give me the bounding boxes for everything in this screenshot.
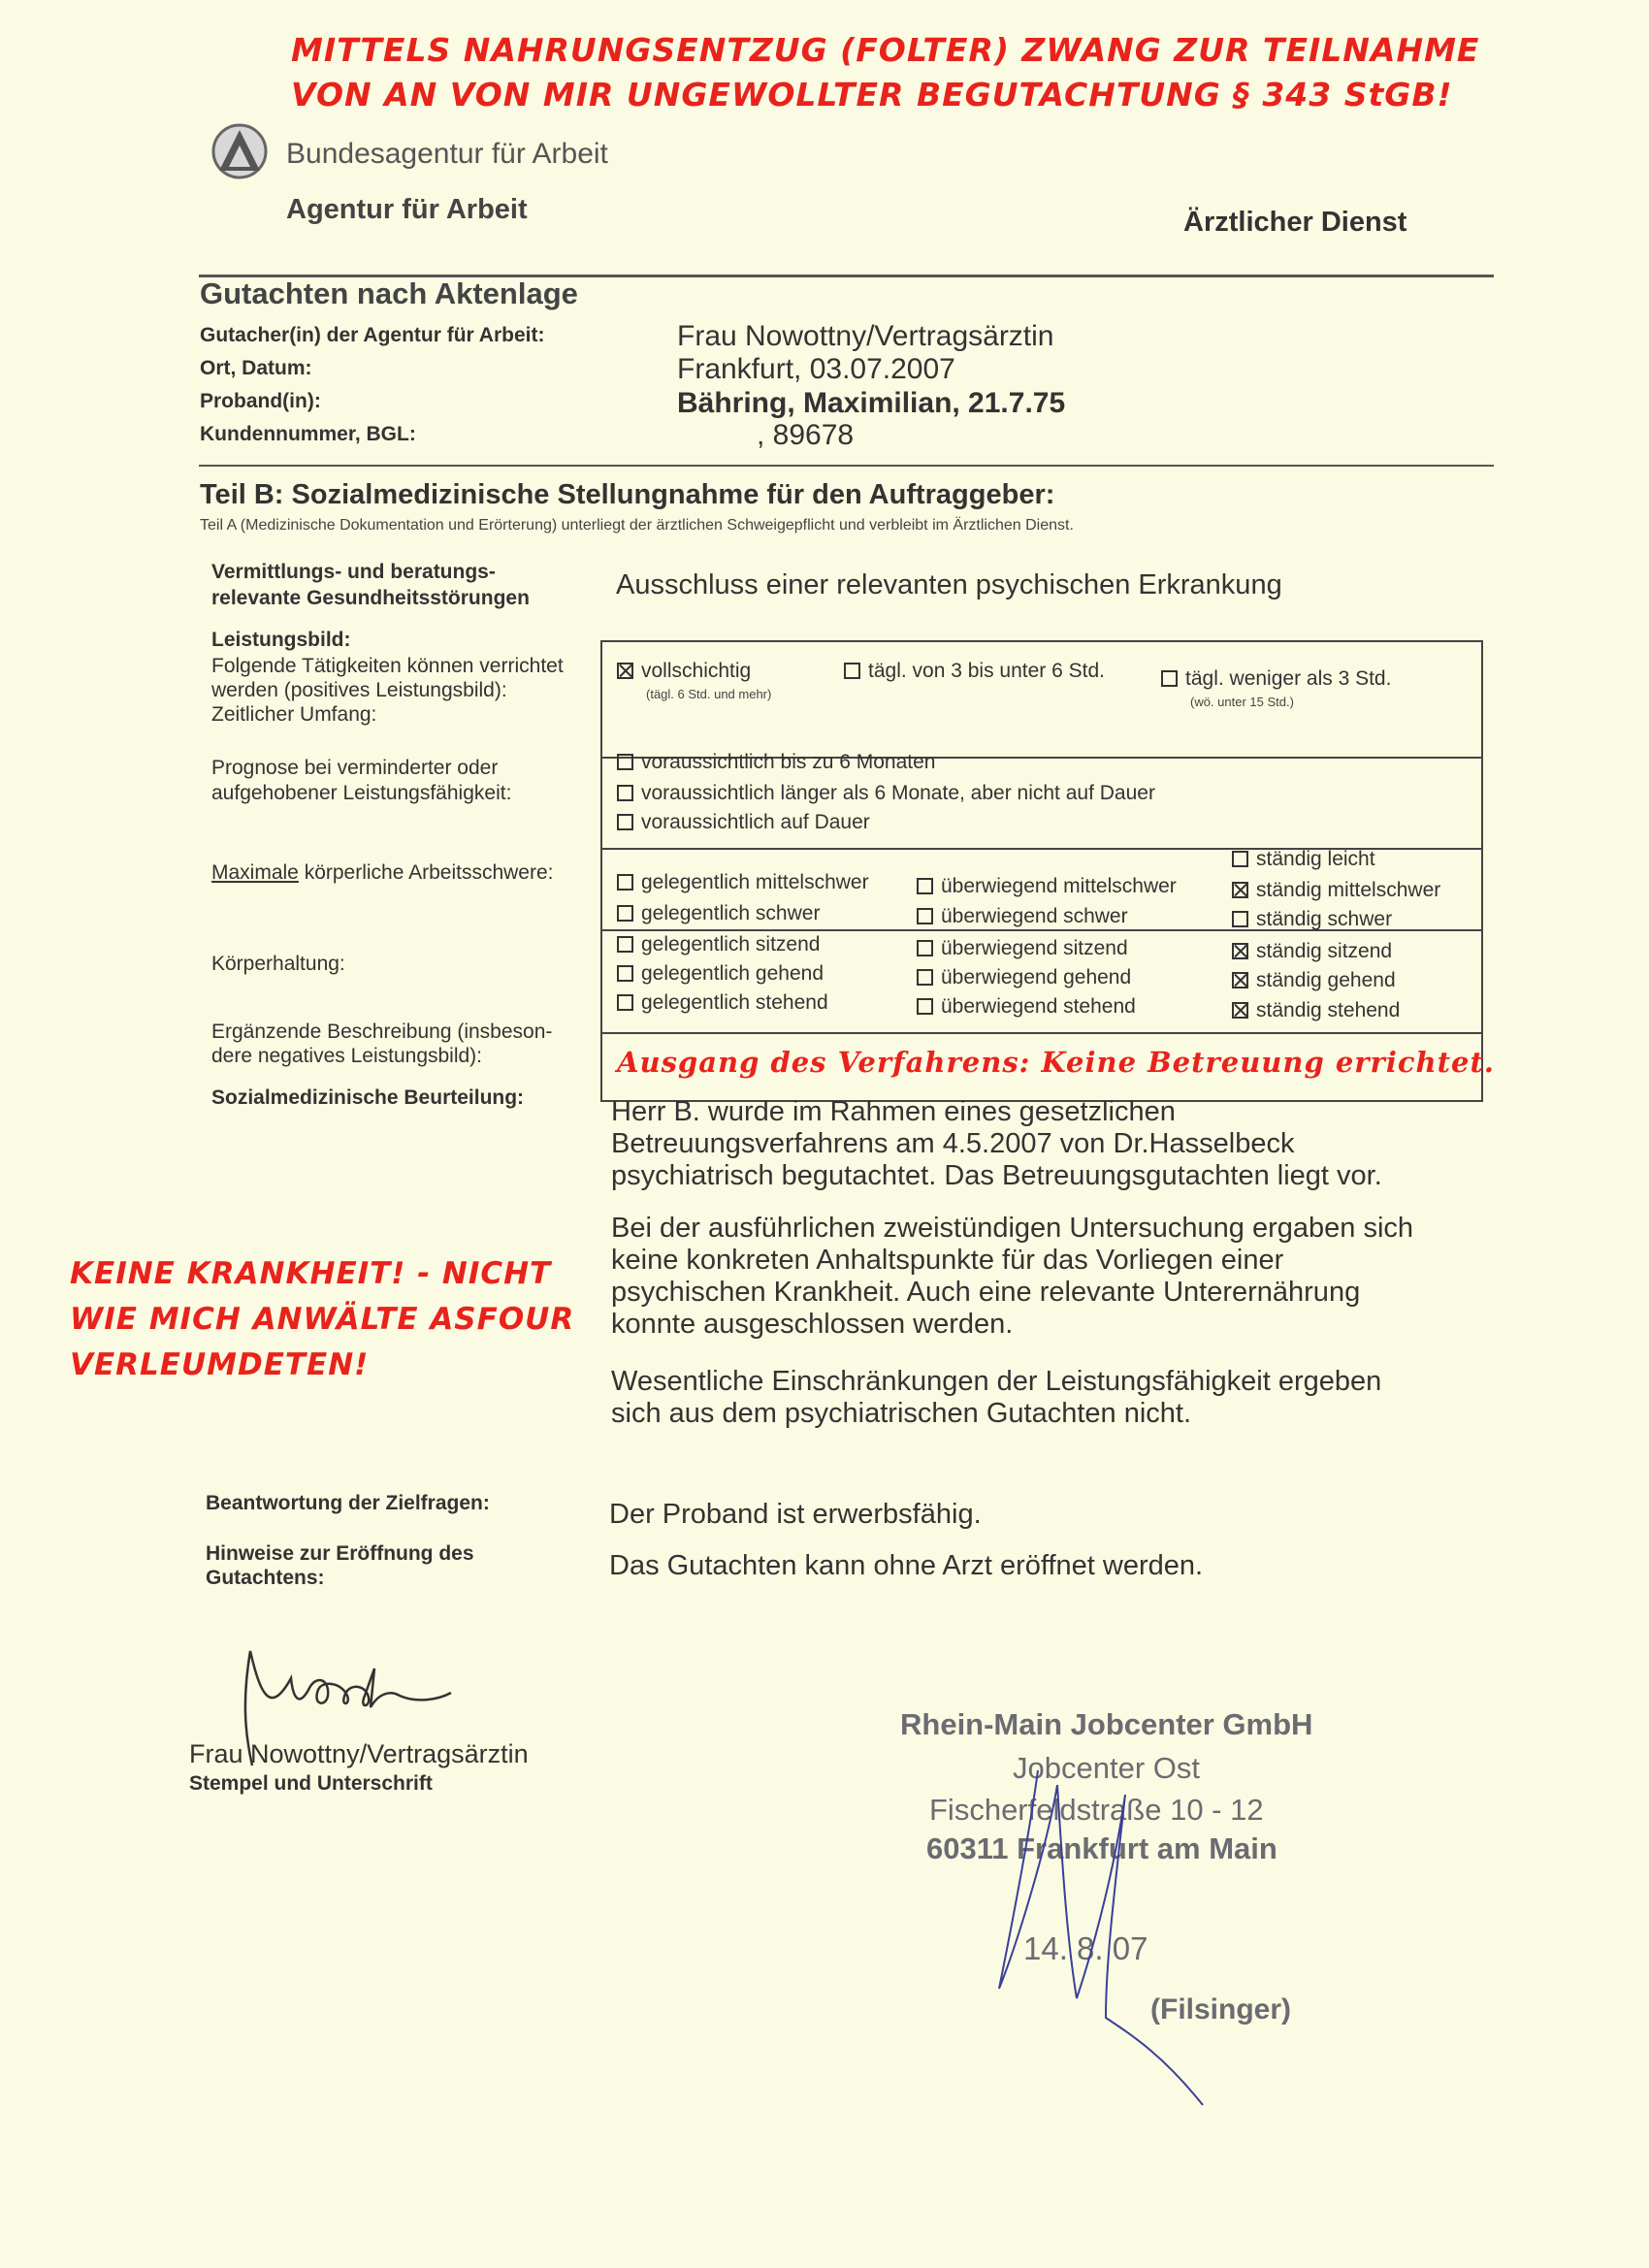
- field-label-ort-datum: Ort, Datum:: [200, 357, 312, 379]
- stamp-date: 14. 8. 07: [1023, 1930, 1148, 1966]
- option-ueb-schwer[interactable]: [917, 905, 1128, 928]
- option-st-stehend-label: ständig stehend: [1256, 999, 1401, 1021]
- checkbox-gel-sitzend[interactable]: [617, 936, 633, 953]
- zielfragen-label: Beantwortung der Zielfragen:: [206, 1492, 490, 1514]
- checkbox-vollschichtig[interactable]: [617, 663, 633, 679]
- form-box-divider-4: [600, 1032, 1483, 1034]
- vermittlung-value: Ausschluss einer relevanten psychischen Erkrankung: [616, 569, 1282, 600]
- form-box-right: [1481, 640, 1483, 1102]
- option-staendig-leicht-label: ständig leicht: [1256, 848, 1375, 870]
- section-rule: [199, 465, 1494, 467]
- option-unter-3-sub: (wö. unter 15 Std.): [1190, 695, 1294, 709]
- zielfragen-value: Der Proband ist erwerbsfähig.: [609, 1499, 982, 1530]
- agency-name: Agentur für Arbeit: [286, 194, 528, 225]
- option-st-schwer-label: ständig schwer: [1256, 908, 1393, 930]
- stamp-line-3: Fischerfeldstraße 10 - 12: [929, 1793, 1264, 1827]
- beurteilung-paragraph-1: [611, 1096, 1504, 1192]
- hinweise-label-1: Hinweise zur Eröffnung des: [206, 1542, 474, 1565]
- leistungsbild-line-2: werden (positives Leistungsbild):: [211, 679, 507, 701]
- option-st-stehend[interactable]: [1232, 999, 1400, 1022]
- schwere-label-rest: körperliche Arbeitsschwere:: [298, 861, 554, 884]
- leistungsbild-line-3: Zeitlicher Umfang:: [211, 703, 377, 726]
- field-value-ort-datum: Frankfurt, 03.07.2007: [677, 353, 955, 385]
- teil-b-title: Teil B: Sozialmedizinische Stellungnahme für den Auftraggeber:: [200, 479, 1055, 510]
- beurteilung-paragraph-2: [611, 1213, 1581, 1341]
- stamp-line-4: 60311 Frankfurt am Main: [926, 1831, 1277, 1865]
- field-value-kundennummer: , 89678: [757, 419, 855, 451]
- option-gel-sitzend[interactable]: [617, 933, 820, 956]
- annotation-side-line-1: KEINE KRANKHEIT! - NICHT: [70, 1256, 552, 1291]
- beurteilung-p3-line-1: Wesentliche Einschränkungen der Leistungsfähigkeit ergeben: [611, 1366, 1382, 1397]
- field-value-gutachter: Frau Nowottny/Vertragsärztin: [677, 320, 1054, 352]
- annotation-top-line-2: VON AN VON MIR UNGEWOLLTER BEGUTACHTUNG § 343 StGB!: [291, 76, 1453, 113]
- ergaenzend-label-2: dere negatives Leistungsbild):: [211, 1045, 483, 1067]
- beurteilung-p2-line-3: psychischen Krankheit. Auch eine relevante Unterernährung: [611, 1277, 1361, 1308]
- prognose-label-2: aufgehobener Leistungsfähigkeit:: [211, 782, 512, 804]
- checkbox-prognose-dauer[interactable]: [617, 814, 633, 830]
- schwere-label-underlined: Maximale: [211, 861, 299, 884]
- beurteilung-p2-line-4: konnte ausgeschlossen werden.: [611, 1309, 1014, 1340]
- field-label-proband: Proband(in):: [200, 390, 321, 412]
- option-ueb-gehend[interactable]: [917, 966, 1131, 989]
- stamp-line-1: Rhein-Main Jobcenter GmbH: [900, 1707, 1313, 1741]
- option-unter-3-label: tägl. weniger als 3 Std.: [1185, 667, 1392, 690]
- option-ueb-stehend-label: überwiegend stehend: [941, 995, 1136, 1018]
- option-ueb-mittelschwer[interactable]: [917, 875, 1177, 898]
- option-prognose-dauer-label: voraussichtlich auf Dauer: [641, 811, 870, 833]
- checkbox-ueb-schwer[interactable]: [917, 908, 933, 924]
- option-vollschichtig[interactable]: [617, 660, 751, 683]
- beurteilung-p2-line-2: keine konkreten Anhaltspunkte für das Vorliegen einer: [611, 1245, 1284, 1276]
- option-vollschichtig-sub: (tägl. 6 Std. und mehr): [646, 687, 772, 701]
- option-ueb-sitzend[interactable]: [917, 937, 1128, 960]
- option-prognose-6-monate-label: voraussichtlich bis zu 6 Monaten: [641, 751, 936, 773]
- checkbox-ueb-stehend[interactable]: [917, 998, 933, 1015]
- checkbox-gel-gehend[interactable]: [617, 965, 633, 982]
- checkbox-st-sitzend[interactable]: [1232, 943, 1248, 959]
- field-label-gutachter: Gutacher(in) der Agentur für Arbeit:: [200, 324, 545, 346]
- checkbox-prognose-laenger[interactable]: [617, 785, 633, 801]
- beurteilung-p3-line-2: sich aus dem psychiatrischen Gutachten nicht.: [611, 1398, 1192, 1429]
- checkbox-gel-mittelschwer[interactable]: [617, 874, 633, 891]
- beurteilung-label: Sozialmedizinische Beurteilung:: [211, 1086, 525, 1109]
- annotation-side-line-3: VERLEUMDETEN!: [70, 1347, 370, 1382]
- beurteilung-paragraph-3: [611, 1366, 1581, 1430]
- report-title: Gutachten nach Aktenlage: [200, 276, 578, 310]
- option-st-schwer[interactable]: [1232, 908, 1392, 931]
- signature-caption: Stempel und Unterschrift: [189, 1772, 433, 1795]
- option-gel-stehend[interactable]: [617, 991, 828, 1015]
- option-gel-stehend-label: gelegentlich stehend: [641, 991, 828, 1014]
- leistungsbild-line-1: Folgende Tätigkeiten können verrichtet: [211, 655, 564, 677]
- option-gel-gehend[interactable]: [617, 962, 824, 986]
- checkbox-gel-stehend[interactable]: [617, 994, 633, 1011]
- option-st-sitzend[interactable]: [1232, 940, 1392, 963]
- option-gel-mittelschwer-label: gelegentlich mittelschwer: [641, 871, 869, 893]
- option-st-mittelschwer-label: ständig mittelschwer: [1256, 879, 1441, 901]
- vermittlung-label-2: relevante Gesundheitsstörungen: [211, 587, 530, 609]
- prognose-label-1: Prognose bei verminderter oder: [211, 757, 499, 779]
- checkbox-st-schwer[interactable]: [1232, 911, 1248, 927]
- checkbox-prognose-6-monate[interactable]: [617, 754, 633, 770]
- option-prognose-dauer[interactable]: [617, 811, 870, 834]
- option-ueb-schwer-label: überwiegend schwer: [941, 905, 1128, 927]
- checkbox-st-gehend[interactable]: [1232, 972, 1248, 988]
- stamp-signer: (Filsinger): [1150, 1993, 1292, 2025]
- option-ueb-sitzend-label: überwiegend sitzend: [941, 937, 1128, 959]
- option-ueb-gehend-label: überwiegend gehend: [941, 966, 1132, 988]
- signature-name: Frau Nowottny/Vertragsärztin: [189, 1739, 529, 1768]
- agency-logo-icon: [211, 120, 268, 182]
- option-ueb-stehend[interactable]: [917, 995, 1136, 1019]
- field-value-proband: Bähring, Maximilian, 21.7.75: [677, 387, 1066, 419]
- option-st-gehend[interactable]: [1232, 969, 1396, 992]
- checkbox-gel-schwer[interactable]: [617, 905, 633, 922]
- annotation-box-note: Ausgang des Verfahrens: Keine Betreuung errichtet.: [617, 1046, 1495, 1079]
- haltung-label: Körperhaltung:: [211, 953, 345, 975]
- option-staendig-leicht[interactable]: [1232, 848, 1375, 871]
- hinweise-label-2: Gutachtens:: [206, 1567, 325, 1589]
- field-label-kundennummer: Kundennummer, BGL:: [200, 423, 416, 445]
- stamp-line-2: Jobcenter Ost: [1013, 1751, 1200, 1785]
- form-box-top: [600, 640, 1483, 642]
- option-ueb-mittelschwer-label: überwiegend mittelschwer: [941, 875, 1177, 897]
- option-vollschichtig-label: vollschichtig: [641, 660, 752, 682]
- leistungsbild-title: Leistungsbild:: [211, 629, 351, 651]
- beurteilung-p1-line-3: psychiatrisch begutachtet. Das Betreuungsgutachten liegt vor.: [611, 1160, 1382, 1191]
- checkbox-ueb-gehend[interactable]: [917, 969, 933, 986]
- form-box-left: [600, 640, 602, 1102]
- beurteilung-p2-line-1: Bei der ausführlichen zweistündigen Untersuchung ergaben sich: [611, 1213, 1414, 1244]
- org-name: Bundesagentur für Arbeit: [286, 138, 608, 170]
- option-prognose-laenger[interactable]: [617, 782, 1155, 805]
- schwere-label: [211, 861, 553, 885]
- hinweise-value: Das Gutachten kann ohne Arzt eröffnet werden.: [609, 1550, 1204, 1581]
- checkbox-unter-3[interactable]: [1161, 670, 1178, 687]
- option-prognose-laenger-label: voraussichtlich länger als 6 Monate, aber nicht auf Dauer: [641, 782, 1155, 804]
- option-st-sitzend-label: ständig sitzend: [1256, 940, 1393, 962]
- option-gel-schwer[interactable]: [617, 902, 820, 925]
- option-3-bis-6-label: tägl. von 3 bis unter 6 Std.: [868, 660, 1105, 682]
- option-gel-schwer-label: gelegentlich schwer: [641, 902, 821, 924]
- stamp-initials-scribble-icon: [970, 1766, 1280, 2124]
- checkbox-st-stehend[interactable]: [1232, 1002, 1248, 1019]
- option-st-gehend-label: ständig gehend: [1256, 969, 1396, 991]
- checkbox-ueb-mittelschwer[interactable]: [917, 878, 933, 894]
- checkbox-3-bis-6[interactable]: [844, 663, 860, 679]
- checkbox-st-mittelschwer[interactable]: [1232, 882, 1248, 898]
- option-unter-3[interactable]: [1161, 667, 1391, 691]
- beurteilung-p1-line-2: Betreuungsverfahrens am 4.5.2007 von Dr.Hasselbeck: [611, 1128, 1295, 1159]
- checkbox-ueb-sitzend[interactable]: [917, 940, 933, 956]
- option-gel-gehend-label: gelegentlich gehend: [641, 962, 824, 985]
- service-name: Ärztlicher Dienst: [1183, 207, 1407, 238]
- teil-b-note: Teil A (Medizinische Dokumentation und Erörterung) unterliegt der ärztlichen Schweigepflicht und verbleibt im Ärztlichen Dienst.: [200, 517, 1074, 534]
- vermittlung-label-1: Vermittlungs- und beratungs-: [211, 561, 496, 583]
- checkbox-staendig-leicht[interactable]: [1232, 851, 1248, 867]
- option-gel-mittelschwer[interactable]: [617, 871, 869, 894]
- ergaenzend-label-1: Ergänzende Beschreibung (insbeson-: [211, 1021, 553, 1043]
- option-st-mittelschwer[interactable]: [1232, 879, 1440, 902]
- annotation-side-line-2: WIE MICH ANWÄLTE ASFOUR: [70, 1302, 575, 1337]
- option-3-bis-6[interactable]: [844, 660, 1105, 683]
- annotation-top-line-1: MITTELS NAHRUNGSENTZUG (FOLTER) ZWANG ZUR TEILNAHME: [291, 31, 1480, 69]
- option-prognose-6-monate[interactable]: [617, 751, 936, 774]
- annotation-side: [70, 1251, 574, 1388]
- beurteilung-p1-line-1: Herr B. wurde im Rahmen eines gesetzlichen: [611, 1096, 1176, 1127]
- option-gel-sitzend-label: gelegentlich sitzend: [641, 933, 821, 956]
